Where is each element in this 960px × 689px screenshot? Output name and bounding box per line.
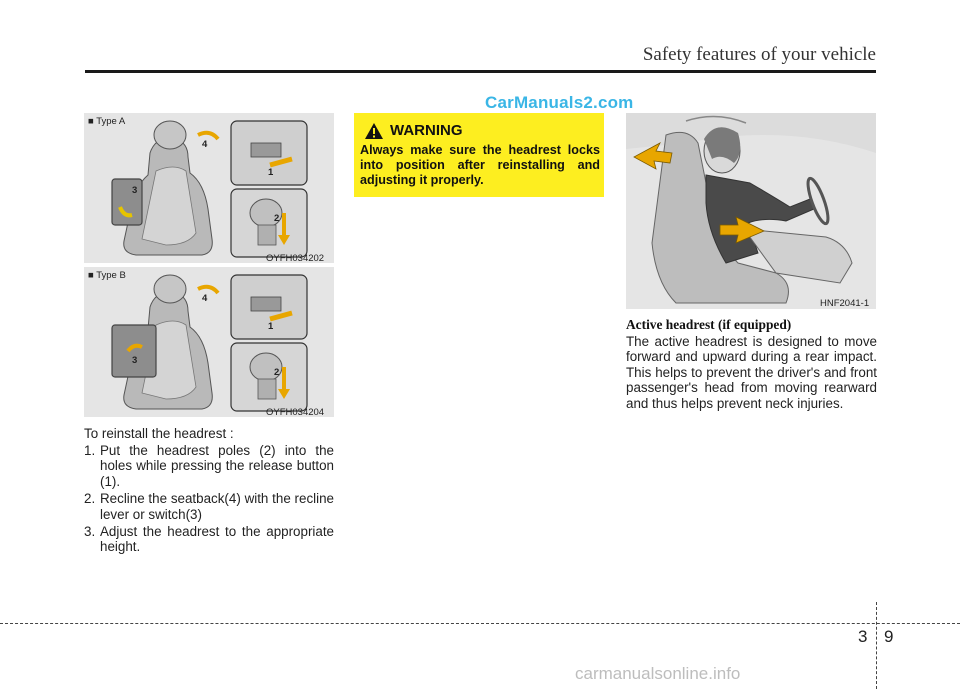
warning-triangle-icon <box>364 122 384 140</box>
callout-1-b: 1 <box>268 321 274 332</box>
step-item <box>84 491 334 522</box>
warning-box <box>354 113 604 197</box>
seat-illustration-b <box>84 267 334 417</box>
step-item <box>84 524 334 555</box>
page-divider <box>876 602 877 689</box>
figure-code-type-a: OYFH034202 <box>266 253 325 264</box>
callout-4-a: 4 <box>202 139 208 150</box>
header-rule <box>85 70 876 73</box>
reinstall-steps <box>84 443 334 555</box>
figure-label-type-b: ■ Type B <box>88 270 126 281</box>
step-number: 3. <box>84 524 96 540</box>
callout-3-a: 3 <box>132 185 138 196</box>
active-headrest-body: The active headrest is designed to move forward and upward during a rear impact. This helps to prevent the driver's and front passenger's head from moving rearward and thus helps prevent neck injuries. <box>626 334 877 411</box>
section-title: Safety features of your vehicle <box>642 44 876 65</box>
callout-2-b: 2 <box>274 367 280 378</box>
figure-code-type-b: OYFH034204 <box>266 407 325 418</box>
callout-2-a: 2 <box>274 213 280 224</box>
step-number: 1. <box>84 443 96 458</box>
chapter-number: 3 <box>858 627 868 646</box>
figure-type-a <box>84 113 334 263</box>
warning-title: WARNING <box>390 122 463 139</box>
callout-1-a: 1 <box>268 167 274 178</box>
step-text: Put the headrest poles (2) into the holes while pressing the release button (1). <box>100 443 334 489</box>
figure-label-type-a: ■ Type A <box>88 116 126 127</box>
step-number: 2. <box>84 491 96 507</box>
page-number: 9 <box>884 627 894 646</box>
reinstall-intro: To reinstall the headrest : <box>84 426 234 441</box>
watermark-bottom: carmanualsonline.info <box>575 664 741 683</box>
watermark-top: CarManuals2.com <box>485 93 634 112</box>
warning-body: Always make sure the headrest locks into position after reinstalling and adjusting it properly. <box>360 143 600 187</box>
figure-code-active-headrest: HNF2041-1 <box>820 298 870 309</box>
step-item <box>84 443 334 489</box>
figure-type-b <box>84 267 334 417</box>
active-headrest-illustration <box>626 113 876 309</box>
callout-4-b: 4 <box>202 293 208 304</box>
seat-illustration-a <box>84 113 334 263</box>
active-headrest-heading: Active headrest (if equipped) <box>626 317 792 332</box>
step-text: Adjust the headrest to the appropriate height. <box>100 524 334 555</box>
callout-3-b: 3 <box>132 355 138 366</box>
step-text: Recline the seatback(4) with the recline lever or switch(3) <box>100 491 334 522</box>
figure-active-headrest <box>626 113 876 309</box>
footer-rule <box>0 623 960 624</box>
